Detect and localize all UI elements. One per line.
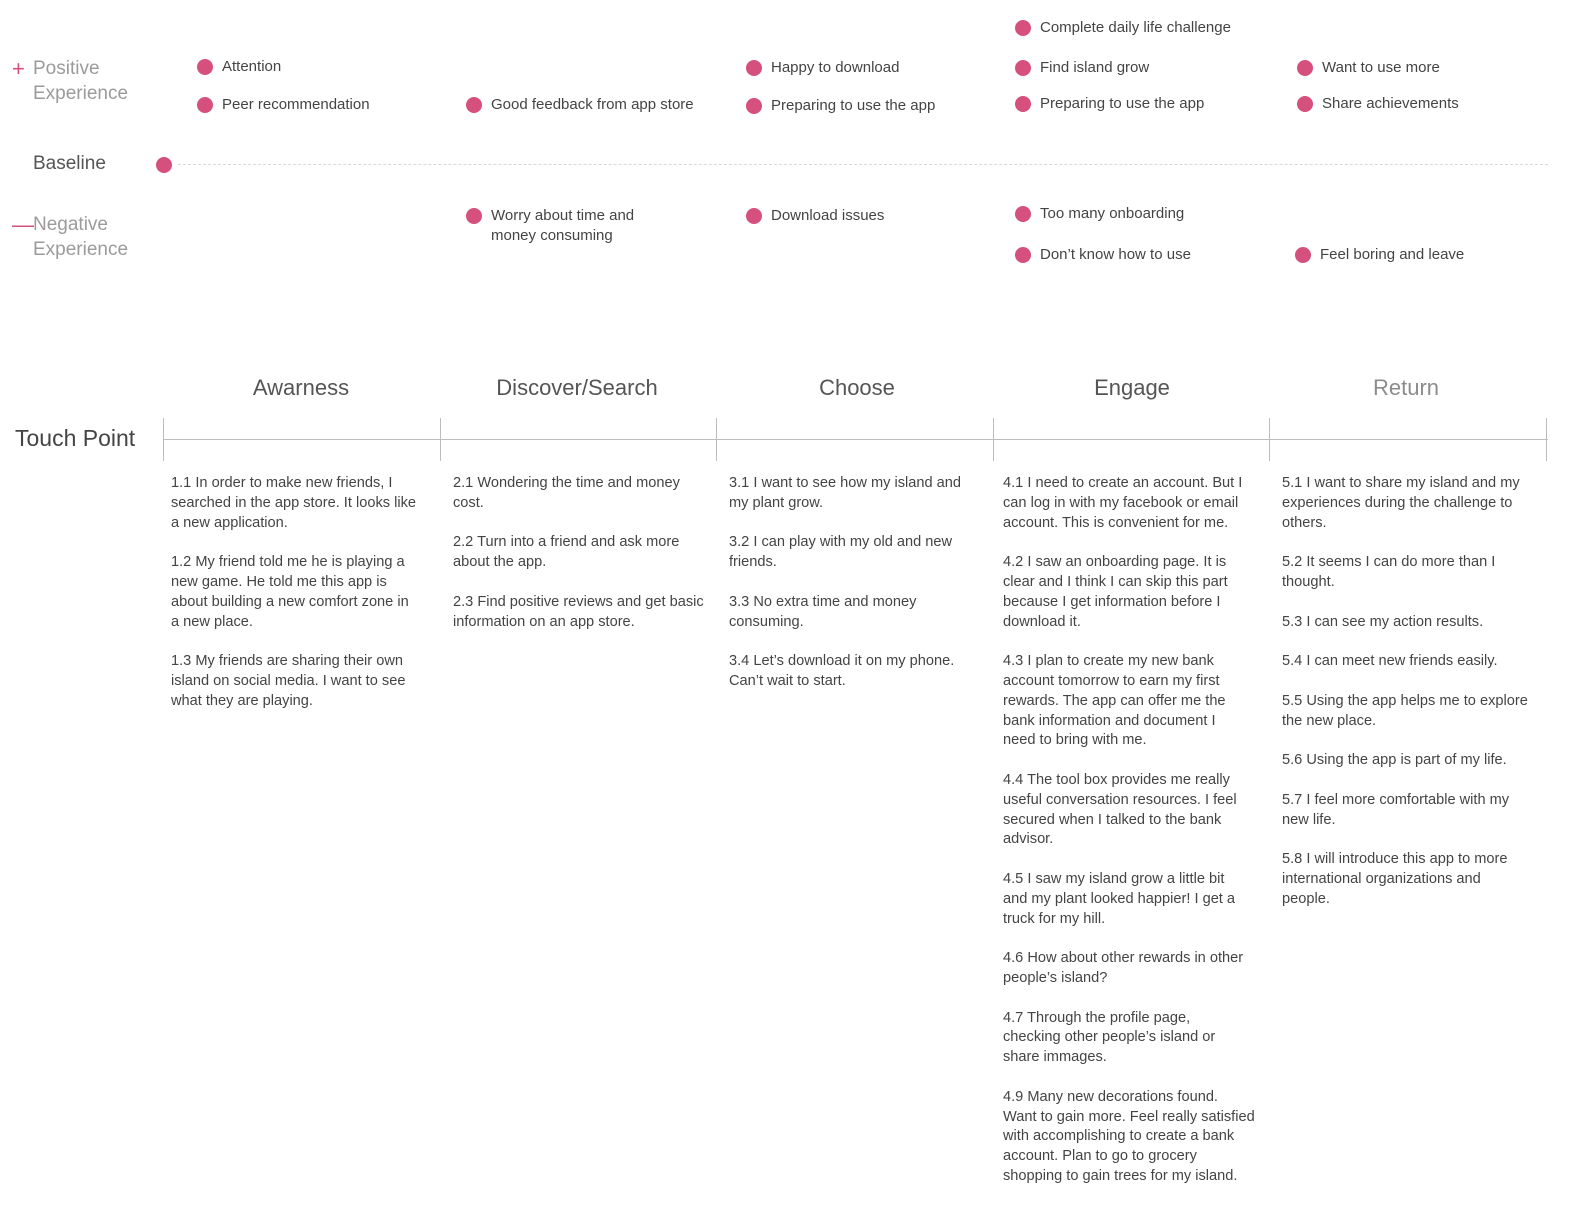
emotion-text: Preparing to use the app — [771, 97, 936, 114]
stage-title-engage: Engage — [1094, 375, 1170, 400]
emotion-dot — [1015, 60, 1031, 76]
emotion-dot — [746, 98, 762, 114]
emotion-text: Good feedback from app store — [491, 96, 694, 113]
emotion-dot — [197, 59, 213, 75]
choose-notes — [729, 474, 993, 712]
emotion-dot — [466, 97, 482, 113]
emotion-point — [1015, 94, 1204, 114]
touch-point-note: 1.3 My friends are sharing their own island on social media. I want to see what they are playing. — [171, 653, 406, 709]
emotion-point — [746, 58, 899, 78]
touch-point-note: 5.2 It seems I can do more than I thought. — [1282, 554, 1496, 590]
emotion-point — [1015, 18, 1231, 38]
negative-label-text: Negative Experience — [33, 214, 129, 260]
stage-divider — [440, 418, 441, 461]
emotion-point — [746, 96, 935, 116]
emotion-text: Happy to download — [771, 59, 900, 76]
emotion-text: Want to use more — [1322, 59, 1440, 76]
emotion-text: Feel boring and leave — [1320, 246, 1465, 263]
touch-point-label: Touch Point — [15, 425, 136, 451]
touch-point-note: 3.3 No extra time and money consuming. — [729, 593, 917, 630]
touch-point-note: 4.9 Many new decorations found. Want to gain more. Feel really satisfied with accomplishing to create a bank account. Plan to go to grocery shopping to gain trees for my island. — [1003, 1088, 1255, 1184]
touch-point-note: 4.7 Through the profile page, checking other people’s island or share immages. — [1003, 1009, 1216, 1066]
emotion-point — [1015, 58, 1149, 78]
baseline-label: Baseline — [33, 153, 106, 174]
emotion-text: Don’t know how to use — [1040, 246, 1191, 263]
touch-point-note: 5.5 Using the app helps me to explore the new place. — [1282, 692, 1528, 729]
emotion-text: Find island grow — [1040, 59, 1150, 76]
negative-experience-label — [12, 212, 153, 262]
emotion-text: Too many onboarding — [1040, 205, 1185, 222]
emotion-point — [746, 206, 884, 226]
emotion-text: Worry about time and money consuming — [491, 207, 635, 244]
stage-divider — [1546, 418, 1547, 461]
touch-point-note: 3.4 Let’s download it on my phone. Can’t wait to start. — [729, 653, 955, 689]
emotion-dot — [1297, 96, 1313, 112]
touch-point-note: 5.7 I feel more comfortable with my new life. — [1282, 791, 1510, 828]
stage-title-choose: Choose — [819, 375, 895, 400]
emotion-point — [197, 57, 281, 77]
stage-title-awareness: Awarness — [252, 375, 350, 400]
stage-divider — [163, 418, 164, 461]
emotion-dot — [466, 208, 482, 224]
minus-sign: — — [12, 212, 34, 237]
touch-point-note: 1.2 My friend told me he is playing a new game. He told me this app is about building a new comfort zone in a new place. — [171, 554, 409, 630]
touch-point-note: 5.1 I want to share my island and my experiences during the challenge to others. — [1282, 475, 1520, 531]
stage-divider — [1269, 418, 1270, 461]
emotion-dot — [197, 97, 213, 113]
touch-point-note: 3.1 I want to see how my island and my plant grow. — [729, 475, 962, 511]
emotion-text: Attention — [222, 58, 282, 75]
touch-point-note: 4.1 I need to create an account. But I can log in with my facebook or email account. This is convenient for me. — [1003, 475, 1243, 531]
stage-divider — [716, 418, 717, 461]
stage-title-discover: Discover/Search — [496, 375, 658, 400]
touch-point-note: 4.6 How about other rewards in other people’s island? — [1003, 950, 1244, 986]
touch-point-line — [163, 439, 1548, 440]
touch-point-note: 2.1 Wondering the time and money cost. — [453, 475, 680, 511]
touch-point-note: 3.2 I can play with my old and new friends. — [729, 534, 953, 571]
emotion-text: Share achievements — [1322, 95, 1459, 112]
emotion-text: Download issues — [771, 207, 885, 224]
touch-point-note: 4.4 The tool box provides me really useful conversation resources. I feel secured when I talked to the bank advisor. — [1003, 771, 1237, 848]
emotion-text: Preparing to use the app — [1040, 95, 1205, 112]
emotion-point — [466, 206, 634, 246]
stage-divider — [993, 418, 994, 461]
touch-point-note: 2.2 Turn into a friend and ask more about the app. — [453, 534, 680, 571]
touch-point-note: 5.6 Using the app is part of my life. — [1282, 752, 1507, 769]
emotion-point — [1297, 58, 1440, 78]
touch-point-note: 4.3 I plan to create my new bank account tomorrow to earn my first rewards. The app can offer me the bank information and document I need to bring with me. — [1003, 653, 1226, 749]
touch-point-note: 4.5 I saw my island grow a little bit and my plant looked happier! I get a truck for my hill. — [1003, 870, 1236, 927]
touch-point-note: 1.1 In order to make new friends, I searched in the app store. It looks like a new application. — [171, 475, 416, 531]
emotion-dot — [1015, 206, 1031, 222]
emotion-point — [1297, 94, 1459, 114]
return-notes — [1282, 474, 1546, 929]
touch-point-note: 5.8 I will introduce this app to more international organizations and people. — [1282, 851, 1508, 907]
emotion-dot — [1015, 96, 1031, 112]
engage-notes — [1003, 474, 1273, 1206]
emotion-dot — [1015, 20, 1031, 36]
awareness-notes — [171, 474, 435, 731]
touch-point-note: 2.3 Find positive reviews and get basic information on an app store. — [453, 593, 704, 630]
baseline-dashed-line — [178, 164, 1548, 165]
emotion-dot — [1015, 247, 1031, 263]
emotion-text: Complete daily life challenge — [1040, 19, 1231, 36]
emotion-dot — [746, 208, 762, 224]
emotion-dot — [1297, 60, 1313, 76]
emotion-dot — [746, 60, 762, 76]
emotion-text: Peer recommendation — [222, 96, 370, 113]
emotion-point — [466, 95, 694, 115]
positive-experience-label — [12, 56, 153, 106]
touch-point-note: 4.2 I saw an onboarding page. It is clear and I think I can skip this part because I get information before I download it. — [1003, 554, 1228, 630]
positive-label-text: Positive Experience — [33, 58, 129, 104]
emotion-dot — [1295, 247, 1311, 263]
emotion-point — [1015, 204, 1184, 224]
touch-point-note: 5.4 I can meet new friends easily. — [1282, 653, 1498, 670]
emotion-point — [197, 95, 370, 115]
plus-sign: + — [12, 56, 25, 81]
touch-point-note: 5.3 I can see my action results. — [1282, 613, 1484, 630]
stage-title-return: Return — [1372, 375, 1440, 400]
emotion-point — [1015, 245, 1191, 265]
baseline-dot — [156, 157, 172, 173]
emotion-point — [1295, 245, 1464, 265]
discover-notes — [453, 474, 721, 652]
